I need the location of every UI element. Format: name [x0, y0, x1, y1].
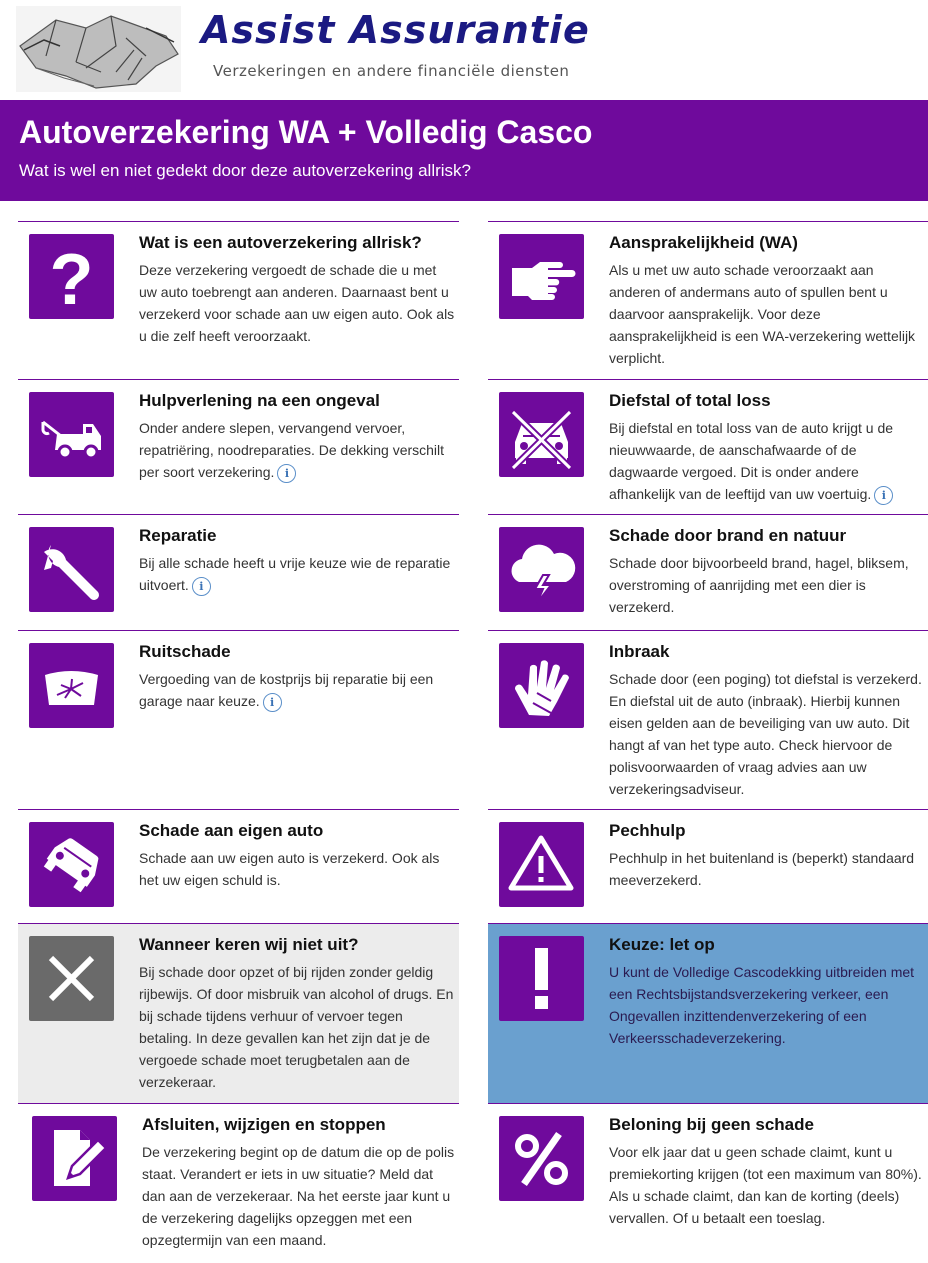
card-text: Voor elk jaar dat u geen schade claimt, kunt u premiekorting krijgen (tot een maximum van 80%). Als u schade claimt, dan kan de korting (deels) vervallen. Of u betaalt een toeslag.	[609, 1144, 922, 1226]
card-title: Inbraak	[609, 642, 670, 661]
info-icon[interactable]: i	[277, 464, 296, 483]
card-title: Schade aan eigen auto	[139, 821, 324, 840]
info-card	[18, 809, 459, 923]
title-banner	[0, 100, 928, 201]
card-text-block	[609, 417, 927, 505]
card-text: Schade door bijvoorbeeld brand, hagel, bliksem, overstroming of aanrijding met een dier is verzekerd.	[609, 555, 909, 615]
overturned-car-icon	[29, 822, 114, 907]
broken-windshield-icon	[29, 643, 114, 728]
crossed-car-icon	[499, 392, 584, 477]
page-title: Autoverzekering WA + Volledig Casco	[19, 114, 593, 150]
card-text: Schade door (een poging) tot diefstal is verzekerd. En diefstal uit de auto (inbraak). Hierbij kunnen eisen gelden aan de beveiliging van uw auto. Dit hangt af van het type auto. Check hiervoor de polisvoorwaarden of vraag advies aan uw verzekeringsadviseur.	[609, 671, 922, 797]
card-text-block	[139, 417, 457, 483]
card-title: Pechhulp	[609, 821, 686, 840]
card-title: Keuze: let op	[609, 935, 715, 954]
info-card	[18, 379, 459, 514]
info-icon[interactable]: i	[874, 486, 893, 505]
card-text: Deze verzekering vergoedt de schade die u met uw auto toebrengt aan anderen. Daarnaast bent u verzekerd voor schade aan uw eigen auto. Ook als u die zelf heeft veroorzaakt.	[139, 262, 455, 344]
card-title: Wanneer keren wij niet uit?	[139, 935, 359, 954]
card-text: De verzekering begint op de datum die op de polis staat. Verandert er iets in uw situatie? Meld dat dan aan de verzekeraar. Na het eerste jaar kunt u de verzekering dagelijks opzeggen met een opzegtermijn van een maand.	[142, 1144, 455, 1248]
card-text-block	[609, 552, 927, 618]
card-text: Vergoeding van de kostprijs bij reparatie bij een garage naar keuze.	[139, 671, 434, 709]
glove-hand-icon	[499, 643, 584, 728]
info-card	[18, 1103, 459, 1263]
card-title: Diefstal of total loss	[609, 391, 771, 410]
card-text-block	[142, 1141, 460, 1251]
card-text-block	[609, 961, 927, 1049]
info-card	[18, 923, 459, 1103]
card-title: Afsluiten, wijzigen en stoppen	[142, 1115, 386, 1134]
warning-triangle-icon	[499, 822, 584, 907]
exclamation-icon	[499, 936, 584, 1021]
info-card	[488, 809, 928, 923]
handshake-icon	[16, 6, 181, 92]
info-card	[488, 923, 928, 1103]
card-text-block	[139, 259, 457, 347]
card-title: Hulpverlening na een ongeval	[139, 391, 380, 410]
card-title: Schade door brand en natuur	[609, 526, 847, 545]
svg-text:?: ?	[49, 240, 94, 319]
question-mark-icon	[29, 234, 114, 319]
info-card	[18, 630, 459, 809]
card-text-block	[139, 847, 457, 891]
storm-cloud-icon	[499, 527, 584, 612]
card-text-block	[139, 668, 457, 712]
info-card	[18, 514, 459, 630]
card-text: U kunt de Volledige Cascodekking uitbreiden met een Rechtsbijstandsverzekering verkeer, een Ongevallen inzittendenverzekering of een Verkeersschadeverzekering.	[609, 964, 915, 1046]
card-text: Als u met uw auto schade veroorzaakt aan anderen of andermans auto of spullen bent u daarvoor aansprakelijk. Voor deze aansprakelijkheid is een WA-verzekering wettelijk verplicht.	[609, 262, 916, 366]
pointing-hand-icon	[499, 234, 584, 319]
card-text: Pechhulp in het buitenland is (beperkt) standaard meeverzekerd.	[609, 850, 915, 888]
card-text-block	[139, 961, 457, 1093]
brand-tagline: Verzekeringen en andere financiële diensten	[213, 62, 570, 80]
document-edit-icon	[32, 1116, 117, 1201]
card-title: Beloning bij geen schade	[609, 1115, 814, 1134]
card-text: Schade aan uw eigen auto is verzekerd. Ook als het uw eigen schuld is.	[139, 850, 440, 888]
brand-name: Assist Assurantie	[201, 8, 590, 52]
info-card	[488, 1103, 928, 1263]
card-text-block	[609, 259, 927, 369]
info-card	[488, 379, 928, 514]
card-title: Wat is een autoverzekering allrisk?	[139, 233, 422, 252]
site-header	[0, 0, 928, 98]
cross-icon	[29, 936, 114, 1021]
card-text-block	[609, 847, 927, 891]
card-text-block	[609, 668, 927, 800]
card-title: Aansprakelijkheid (WA)	[609, 233, 798, 252]
wrench-icon	[29, 527, 114, 612]
card-title: Ruitschade	[139, 642, 231, 661]
card-text-block	[609, 1141, 927, 1229]
page-subtitle: Wat is wel en niet gedekt door deze autoverzekering allrisk?	[19, 161, 471, 180]
card-text: Bij alle schade heeft u vrije keuze wie de reparatie uitvoert.	[139, 555, 451, 593]
info-card	[18, 221, 459, 379]
info-card	[488, 514, 928, 630]
info-card	[488, 221, 928, 379]
card-text: Bij diefstal en total loss van de auto krijgt u de nieuwwaarde, de aanschafwaarde of de dagwaarde vergoed. Dit is onder andere afhankelijk van de leeftijd van uw voertuig.	[609, 420, 894, 502]
info-card	[488, 630, 928, 809]
percent-icon	[499, 1116, 584, 1201]
card-text-block	[139, 552, 457, 596]
tow-truck-icon	[29, 392, 114, 477]
info-icon[interactable]: i	[192, 577, 211, 596]
card-title: Reparatie	[139, 526, 217, 545]
card-text: Onder andere slepen, vervangend vervoer, repatriëring, noodreparaties. De dekking verschilt per soort verzekering.	[139, 420, 445, 480]
card-text: Bij schade door opzet of bij rijden zonder geldig rijbewijs. Of door misbruik van alcohol of drugs. En bij schade tijdens verhuur of vervoer tegen betaling. In deze gevallen kan het zijn dat je de vergoede schade moet terugbetalen aan de verzekeraar.	[139, 964, 454, 1090]
info-icon[interactable]: i	[263, 693, 282, 712]
